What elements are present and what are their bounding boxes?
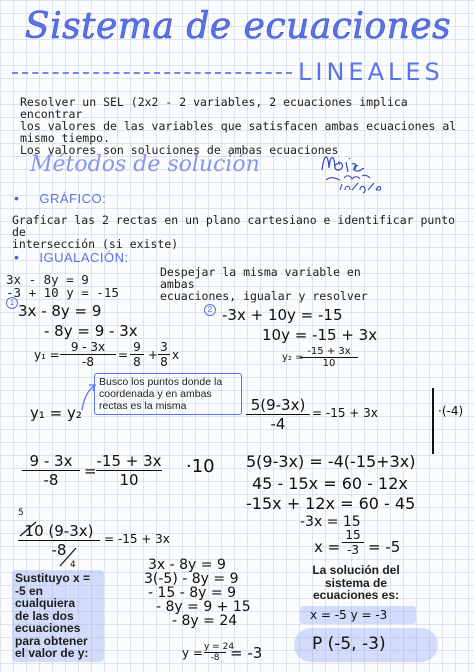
igualacion-heading: IGUALACIÓN: (39, 250, 129, 265)
bullet-dot: • (14, 190, 19, 206)
substitution-note (12, 570, 104, 662)
note-line: el valor de y: (15, 646, 89, 660)
system-equations (6, 273, 119, 299)
note-line: cualquiera (15, 596, 76, 610)
note-line: La solución del (312, 563, 400, 577)
fraction-numerator: 5(9-3x) (246, 396, 310, 415)
fraction-numerator: y = 24 (204, 642, 235, 652)
y2-label: y₂ = (282, 352, 304, 363)
work-line: 3(-5) - 8y = 9 (144, 571, 239, 587)
step-1: 5(9-3x) = -4(-15+3x) (246, 452, 416, 471)
fraction-3-8 (158, 340, 170, 369)
instruction-line: Despejar la misma variable en ambas (160, 265, 361, 291)
multiply-neg4: ·(-4) (438, 404, 464, 418)
arrow-icon (80, 382, 98, 412)
dashed-divider (12, 72, 292, 74)
badge-two: 2 (204, 304, 216, 316)
cancel-rhs: = -15 + 3x (104, 532, 170, 546)
fraction-denominator: -8 (43, 471, 59, 489)
fraction-numerator: -15 + 3x (96, 452, 162, 470)
methods-title: Métodos de solución (30, 152, 260, 177)
fraction-denominator: -4 (270, 415, 286, 433)
grafico-description (12, 214, 468, 250)
note-line: sistema de (324, 575, 388, 590)
left-work-line: - 8y = 9 - 3x (44, 322, 138, 340)
fraction-5-9-3x (246, 396, 310, 433)
intro-line: Resolver un SEL (2x2 - 2 variables, 2 ecuaciones implica encontrar (20, 95, 408, 121)
substitution-work (144, 557, 251, 629)
multiply-10: ·10 (186, 456, 215, 477)
intro-paragraph (20, 96, 468, 156)
fraction-denominator: 8 (133, 355, 141, 369)
fraction-left (60, 340, 116, 369)
bullet-dot: • (14, 249, 19, 265)
instruction-line: ecuaciones, igualar y resolver (160, 289, 368, 303)
note-line: ecuaciones es: (312, 588, 400, 602)
fraction-denominator: -8 (210, 653, 220, 663)
big-fraction-left (22, 452, 80, 489)
fraction-numerator: 9 (130, 340, 144, 355)
step-5-lhs: x = (314, 538, 341, 556)
y-result: = -3 (230, 644, 263, 662)
equation-1: 3x - 8y = 9 (6, 272, 89, 287)
step-5-fraction (342, 528, 364, 557)
fraction-denominator: -8 (51, 541, 67, 559)
grafico-line: Graficar las 2 rectas en un plano cartesiano e identificar punto de (12, 213, 456, 239)
solution-point: P (-5, -3) (312, 634, 386, 654)
igualacion-heading-row (14, 249, 129, 267)
mid-equation-rhs: = -15 + 3x (312, 406, 378, 420)
note-line: de las dos (15, 608, 74, 623)
grafico-line: intersección (si existe) (12, 237, 179, 251)
subtitle-lineales: LINEALES (298, 58, 444, 86)
fraction-right (300, 346, 358, 369)
left-work-line: 3x - 8y = 9 (18, 302, 102, 320)
fraction-numerator: 9 - 3x (60, 340, 116, 355)
work-line: - 15 - 8y = 9 (148, 585, 236, 601)
fraction-numerator: 9 - 3x (22, 452, 80, 471)
equals-sign: = (118, 348, 129, 362)
y1-equals-y2: y₁ = y₂ (30, 404, 82, 422)
fraction-numerator: 15 (342, 528, 364, 543)
equation-2: -3 + 10 y = -15 (6, 285, 119, 300)
intro-line: los valores de las variables que satisfacen ambas ecuaciones al (20, 119, 457, 133)
intro-line: Los valores son soluciones de ambas ecuaciones (20, 143, 339, 157)
plus-sign: + (148, 348, 159, 362)
fraction-denominator: -8 (82, 355, 94, 369)
x-variable: x (172, 348, 180, 362)
grafico-heading: GRÁFICO: (39, 191, 107, 206)
callout-box: Busco los puntos donde la coordenada y en ambas rectas es la misma (94, 373, 242, 415)
y1-label: y₁ = (34, 348, 60, 362)
fraction-numerator: 10 (9-3x) (18, 522, 100, 541)
fraction-numerator: -15 + 3x (300, 346, 358, 358)
step-4: -3x = 15 (300, 514, 361, 530)
fraction-denominator: 10 (119, 471, 139, 489)
cancel-strikes (18, 518, 108, 570)
y-label: y = (182, 646, 203, 660)
cancel-small-bot: 4 (70, 560, 76, 570)
fraction-denominator: 8 (160, 355, 168, 369)
right-work-line: 10y = -15 + 3x (262, 326, 378, 344)
work-line: - 8y = 24 (172, 613, 238, 629)
solution-values: x = -5 y = -3 (310, 608, 388, 622)
work-line: - 8y = 9 + 15 (156, 599, 251, 615)
solution-note (304, 564, 408, 602)
fraction-numerator: 3 (158, 340, 170, 355)
right-work-line: -3x + 10y = -15 (222, 306, 343, 324)
page-title: Sistema de ecuaciones (24, 6, 452, 47)
note-line: -5 en (15, 583, 44, 598)
step-2: 45 - 15x = 60 - 12x (252, 474, 408, 493)
fraction-9-8 (130, 340, 144, 369)
vertical-divider (432, 388, 434, 454)
grafico-heading-row (14, 190, 106, 208)
note-line: ecuaciones (15, 621, 81, 635)
fraction-denominator: 10 (322, 358, 336, 369)
note-line: Sustituyo x = (15, 571, 91, 585)
step-5-rhs: = -5 (368, 538, 401, 556)
badge-one: 1 (6, 297, 18, 309)
note-line: para obtener (15, 633, 88, 648)
step-3: -15x + 12x = 60 - 45 (246, 494, 416, 513)
igualacion-instruction (160, 266, 390, 302)
big-fraction-right (96, 452, 162, 489)
y-fraction (204, 642, 235, 663)
signature-image (318, 146, 388, 192)
cancel-small-top: 5 (18, 508, 24, 518)
work-line: 3x - 8y = 9 (148, 557, 226, 573)
intro-line: mismo tiempo. (20, 131, 111, 145)
equals-sign: = (84, 462, 97, 480)
fraction-denominator: -3 (347, 543, 359, 557)
